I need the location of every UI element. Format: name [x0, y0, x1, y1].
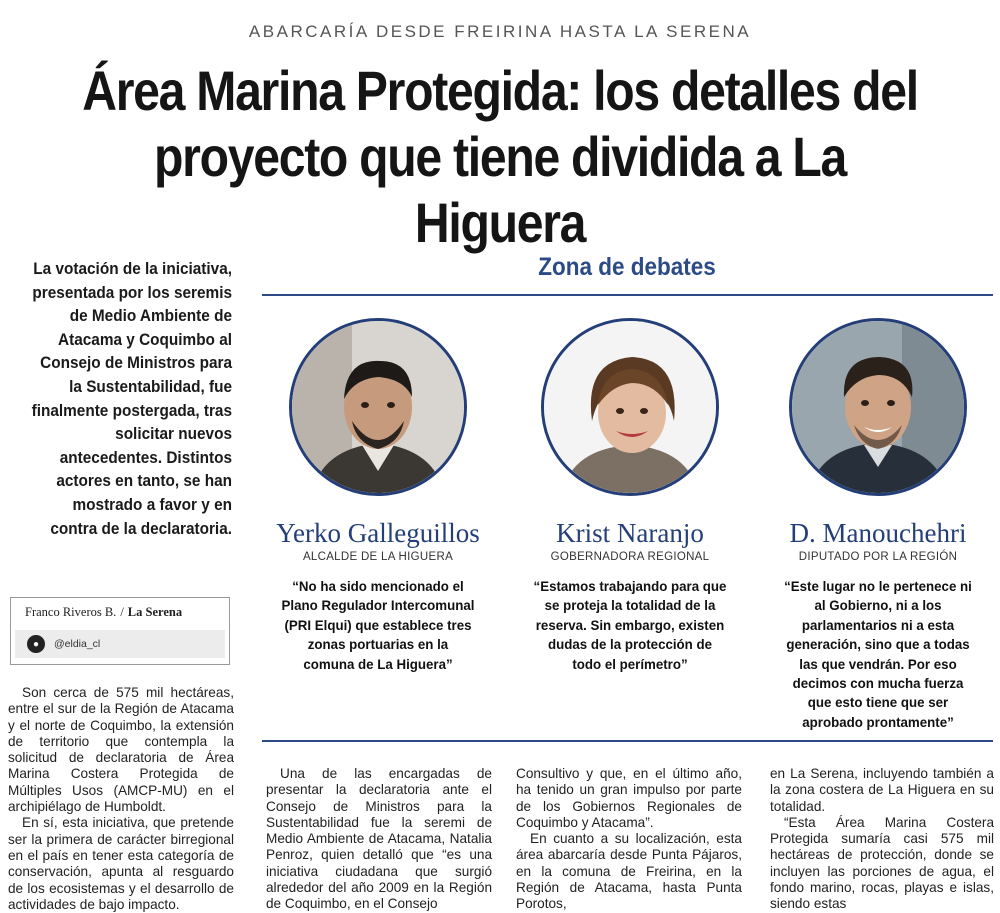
- debate-profile: [256, 318, 500, 674]
- twitter-handle[interactable]: @eldia_cl: [54, 638, 101, 650]
- twitter-bird-icon: ●: [27, 635, 45, 653]
- debate-profile: [508, 318, 752, 674]
- man-portrait-icon: [792, 321, 964, 493]
- debate-section-title: Zona de debates: [538, 253, 716, 281]
- byline-city: La Serena: [127, 605, 183, 619]
- body-column: [516, 766, 742, 913]
- body-column: [770, 766, 994, 913]
- debate-bottom-rule: [262, 740, 993, 742]
- byline-separator: /: [120, 605, 124, 619]
- profile-role: GOBERNADORA REGIONAL: [550, 551, 710, 563]
- profile-role: DIPUTADO POR LA REGIÓN: [798, 551, 958, 563]
- debate-profile: [756, 318, 1000, 732]
- byline-credit: [11, 598, 229, 628]
- body-paragraph: En sí, esta iniciativa, que pretende ser la primera de carácter birregional en el país en tener esta categoría de conservación, apunta al resguardo de los ecosistemas y el desarrollo de actividades de bajo impacto.: [8, 815, 234, 912]
- body-paragraph: en La Serena, incluyendo también a la zona costera de La Higuera en su totalidad.: [770, 766, 994, 814]
- body-paragraph: “Esta Área Marina Costera Protegida sumaría casi 575 mil hectáreas de protección, donde se incluyen las porciones de agua, el fondo marino, rocas, playas e islas, siendo estas: [770, 814, 994, 912]
- portrait-photo: [541, 318, 719, 496]
- body-paragraph: Una de las encargadas de presentar la declaratoria ante el Consejo de Ministros para la Sustentabilidad fue la seremi de Medio Ambiente de Atacama, Natalia Penroz, quien detalló que “es una iniciativa ciudadana que surgió alrededor del año 2009 en la Región de Coquimbo, en el Consejo: [266, 766, 492, 912]
- headline-line: proyecto que tiene dividida a La Higuera: [153, 125, 846, 254]
- profile-name: Krist Naranjo: [556, 518, 704, 548]
- portrait-photo: [289, 318, 467, 496]
- profile-role: ALCALDE DE LA HIGUERA: [302, 551, 454, 563]
- lead-paragraph: La votación de la iniciativa, presentada por los seremis de Medio Ambiente de Atacama y Coquimbo al Consejo de Ministros para la Sustentabilidad, fue finalmente postergada, tras solicitar nuevos antecedentes. Distintos actores en tanto, se han mostrado a favor y en contra de la declaratoria.: [31, 260, 233, 538]
- profile-name: D. Manouchehri: [789, 518, 967, 548]
- body-paragraph: Consultivo y que, en el último año, ha tenido un gran impulso por parte de los Gobiernos Regionales de Coquimbo y Atacama”.: [516, 766, 742, 830]
- byline-box: [10, 597, 230, 665]
- body-paragraph: En cuanto a su localización, esta área abarcaría desde Punta Pájaros, en la comuna de Freirina, en la Región de Atacama, hasta Punta Porotos,: [516, 831, 742, 912]
- headline: [70, 58, 930, 256]
- byline-social: [15, 630, 225, 658]
- debate-top-rule: [262, 294, 993, 296]
- woman-portrait-icon: [544, 321, 716, 493]
- man-portrait-icon: [292, 321, 464, 493]
- profile-name: Yerko Galleguillos: [276, 518, 480, 548]
- body-column: [266, 766, 492, 913]
- byline-author: Franco Riveros B.: [25, 605, 117, 619]
- profile-quote: “No ha sido mencionado el Plano Regulador Intercomunal (PRI Elqui) que establece tres zonas portuarias en la comuna de La Higuera”: [281, 578, 475, 672]
- profile-quote: “Estamos trabajando para que se proteja la totalidad de la reserva. Sin embargo, existen dudas de la protección de todo el perímetro”: [533, 578, 727, 672]
- portrait-photo: [789, 318, 967, 496]
- body-column: [8, 685, 234, 913]
- headline-line: Área Marina Protegida: los detalles del: [82, 59, 918, 122]
- body-paragraph: Son cerca de 575 mil hectáreas, entre el sur de la Región de Atacama y el norte de Coquimbo, la extensión de territorio que contempla la solicitud de declaratoria de Área Marina Costera Protegida de Múltiples Usos (AMCP-MU) en el archipiélago de Humboldt.: [8, 685, 234, 815]
- profile-quote: “Este lugar no le pertenece ni al Gobierno, ni a los parlamentarios ni a esta generación, sino que a todas las que vendrán. Por eso decimos con mucha fuerza que esto tiene que ser aprobado prontamente”: [784, 578, 972, 730]
- kicker: ABARCARÍA DESDE FREIRINA HASTA LA SERENA: [248, 22, 752, 41]
